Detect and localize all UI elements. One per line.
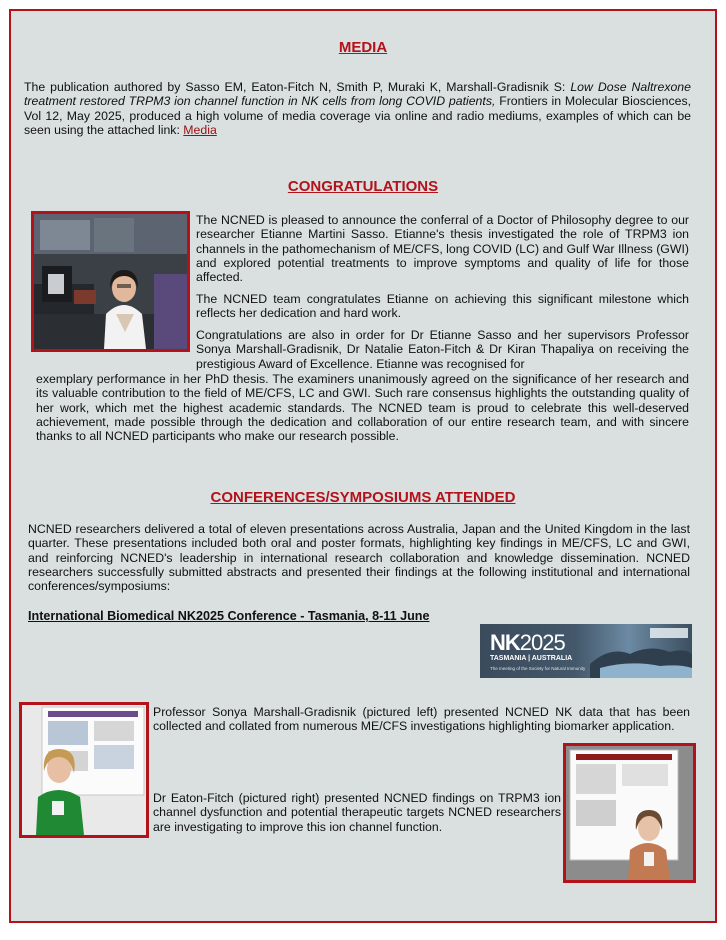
banner-place: TASMANIA | AUSTRALIA xyxy=(490,655,573,662)
event-title: International Biomedical NK2025 Conference - Tasmania, 8-11 June xyxy=(28,609,430,623)
banner-tagline: The meeting of the Society for Natural Immunity xyxy=(490,666,586,671)
lab-photo-illustration xyxy=(34,214,187,349)
marshall-gradisnik-photo xyxy=(19,702,149,838)
poster-photo-right-illustration xyxy=(566,746,693,880)
eaton-fitch-photo xyxy=(563,743,696,883)
presentation-right-text: Dr Eaton-Fitch (pictured right) presented NCNED findings on TRPM3 ion channel dysfunction and potential therapeutic targets NCNED researchers are investigating to improve this ion channel function. xyxy=(153,791,561,834)
congrats-paragraph-2: The NCNED team congratulates Etianne on achieving this significant milestone which reflects her dedication and hard work. xyxy=(196,292,689,321)
banner-title: NK2025 xyxy=(490,630,565,655)
etianne-lab-photo xyxy=(31,211,190,352)
media-text-rest: Frontiers in Molecular Biosciences, Vol 12, May 2025, produced a high volume of media coverage via online and radio mediums, examples of which can be seen using the attached link: xyxy=(24,94,692,137)
congrats-paragraph-1: The NCNED is pleased to announce the conferral of a Doctor of Philosophy degree to our researcher Etianne Martini Sasso. Etianne's thesis investigated the role of TRPM3 ion channels in the pathomechanism of ME/CFS, long COVID (LC) and Gulf War Illness (GWI) and explored potential treatments to improve symptoms and quality of life for those affected. xyxy=(196,213,689,285)
congrats-paragraph-3b: exemplary performance in her PhD thesis. The examiners unanimously agreed on the significance of her research and its valuable contribution to the field of ME/CFS, LC and GWI. Such rare consensus highlights the outstanding quality of her work, which met the highest academic standards. The NCNED team is proud to celebrate this well-deserved achievement, made possible through the dedication and collaboration of our entire research team, and with sincere thanks to all NCNED participants who make our research possible. xyxy=(36,372,689,444)
conferences-heading: CONFERENCES/SYMPOSIUMS ATTENDED xyxy=(210,489,516,506)
presentation-left-text: Professor Sonya Marshall-Gradisnik (pictured left) presented NCNED NK data that has been collected and collated from numerous ME/CFS investigations highlighting biomarker application. xyxy=(153,705,690,734)
media-publication-title: Low Dose Naltrexone treatment restored TRPM3 ion channel function in NK cells from long COVID patients, xyxy=(24,80,691,109)
poster-photo-left-illustration xyxy=(22,705,146,835)
congrats-paragraph-3a: Congratulations are also in order for Dr Etianne Sasso and her supervisors Professor Sonya Marshall-Gradisnik, Dr Natalie Eaton-Fitch & Dr Kiran Thapaliya on receiving the prestigious Award of Excellence. Etianne was recognised for xyxy=(196,328,689,371)
media-text-intro: The publication authored by Sasso EM, Eaton-Fitch N, Smith P, Muraki K, Marshall-Gradisnik S: xyxy=(24,80,571,94)
media-link[interactable]: Media xyxy=(183,122,217,137)
media-heading: MEDIA xyxy=(338,39,388,56)
conferences-intro: NCNED researchers delivered a total of eleven presentations across Australia, Japan and the United Kingdom in the last quarter. These presentations included both oral and poster formats, highlighting key findings in ME/CFS, LC and GWI, and reinforcing NCNED's leadership in international research collaboration and knowledge dissemination. NCNED researchers successfully submitted abstracts and presented their findings at the following institutional and international conferences/symposiums: xyxy=(28,522,690,594)
congratulations-heading: CONGRATULATIONS xyxy=(287,178,439,195)
media-paragraph xyxy=(24,80,691,137)
nk2025-banner xyxy=(480,624,692,678)
